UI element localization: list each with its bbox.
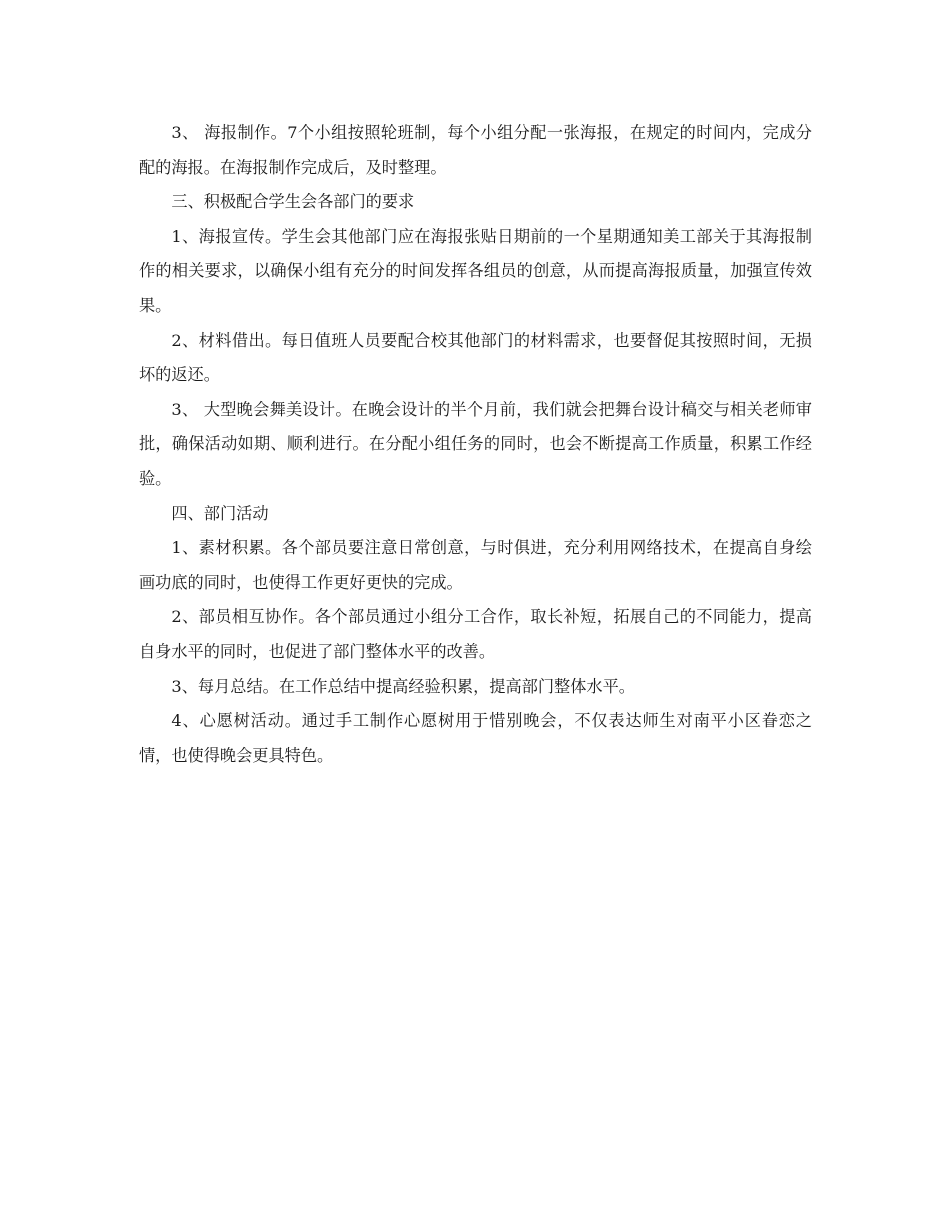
section-heading-activities: 四、部门活动 [171,503,269,523]
paragraph-material-lending: 2、材料借出。每日值班人员要配合校其他部门的材料需求，也要督促其按照时间，无损坏的返还。 [139,330,812,385]
paragraph-poster-publicity: 1、海报宣传。学生会其他部门应在海报张贴日期前的一个星期通知美工部关于其海报制作的相关要求，以确保小组有充分的时间发挥各组员的创意，从而提高海报质量，加强宣传效果。 [139,226,812,315]
paragraph-wish-tree: 4、心愿树活动。通过手工制作心愿树用于惜别晚会，不仅表达师生对南平小区眷恋之情，也使得晚会更具特色。 [139,711,812,765]
paragraph-material-accumulation: 1、素材积累。各个部员要注意日常创意，与时俱进，充分利用网络技术，在提高自身绘画功底的同时，也使得工作更好更快的完成。 [139,538,812,592]
document-body [139,116,812,773]
paragraph-monthly-summary: 3、每月总结。在工作总结中提高经验积累，提高部门整体水平。 [171,676,635,696]
paragraph-collaboration: 2、部员相互协作。各个部员通过小组分工合作，取长补短，拓展自己的不同能力，提高自身水平的同时，也促进了部门整体水平的改善。 [139,607,812,661]
paragraph-stage-design: 3、 大型晚会舞美设计。在晚会设计的半个月前，我们就会把舞台设计稿交与相关老师审批，确保活动如期、顺利进行。在分配小组任务的同时，也会不断提高工作质量，积累工作经验。 [139,399,812,488]
paragraph-poster-making: 3、 海报制作。7个小组按照轮班制，每个小组分配一张海报，在规定的时间内，完成分配的海报。在海报制作完成后，及时整理。 [139,123,812,177]
section-heading-cooperation: 三、积极配合学生会各部门的要求 [171,192,415,212]
